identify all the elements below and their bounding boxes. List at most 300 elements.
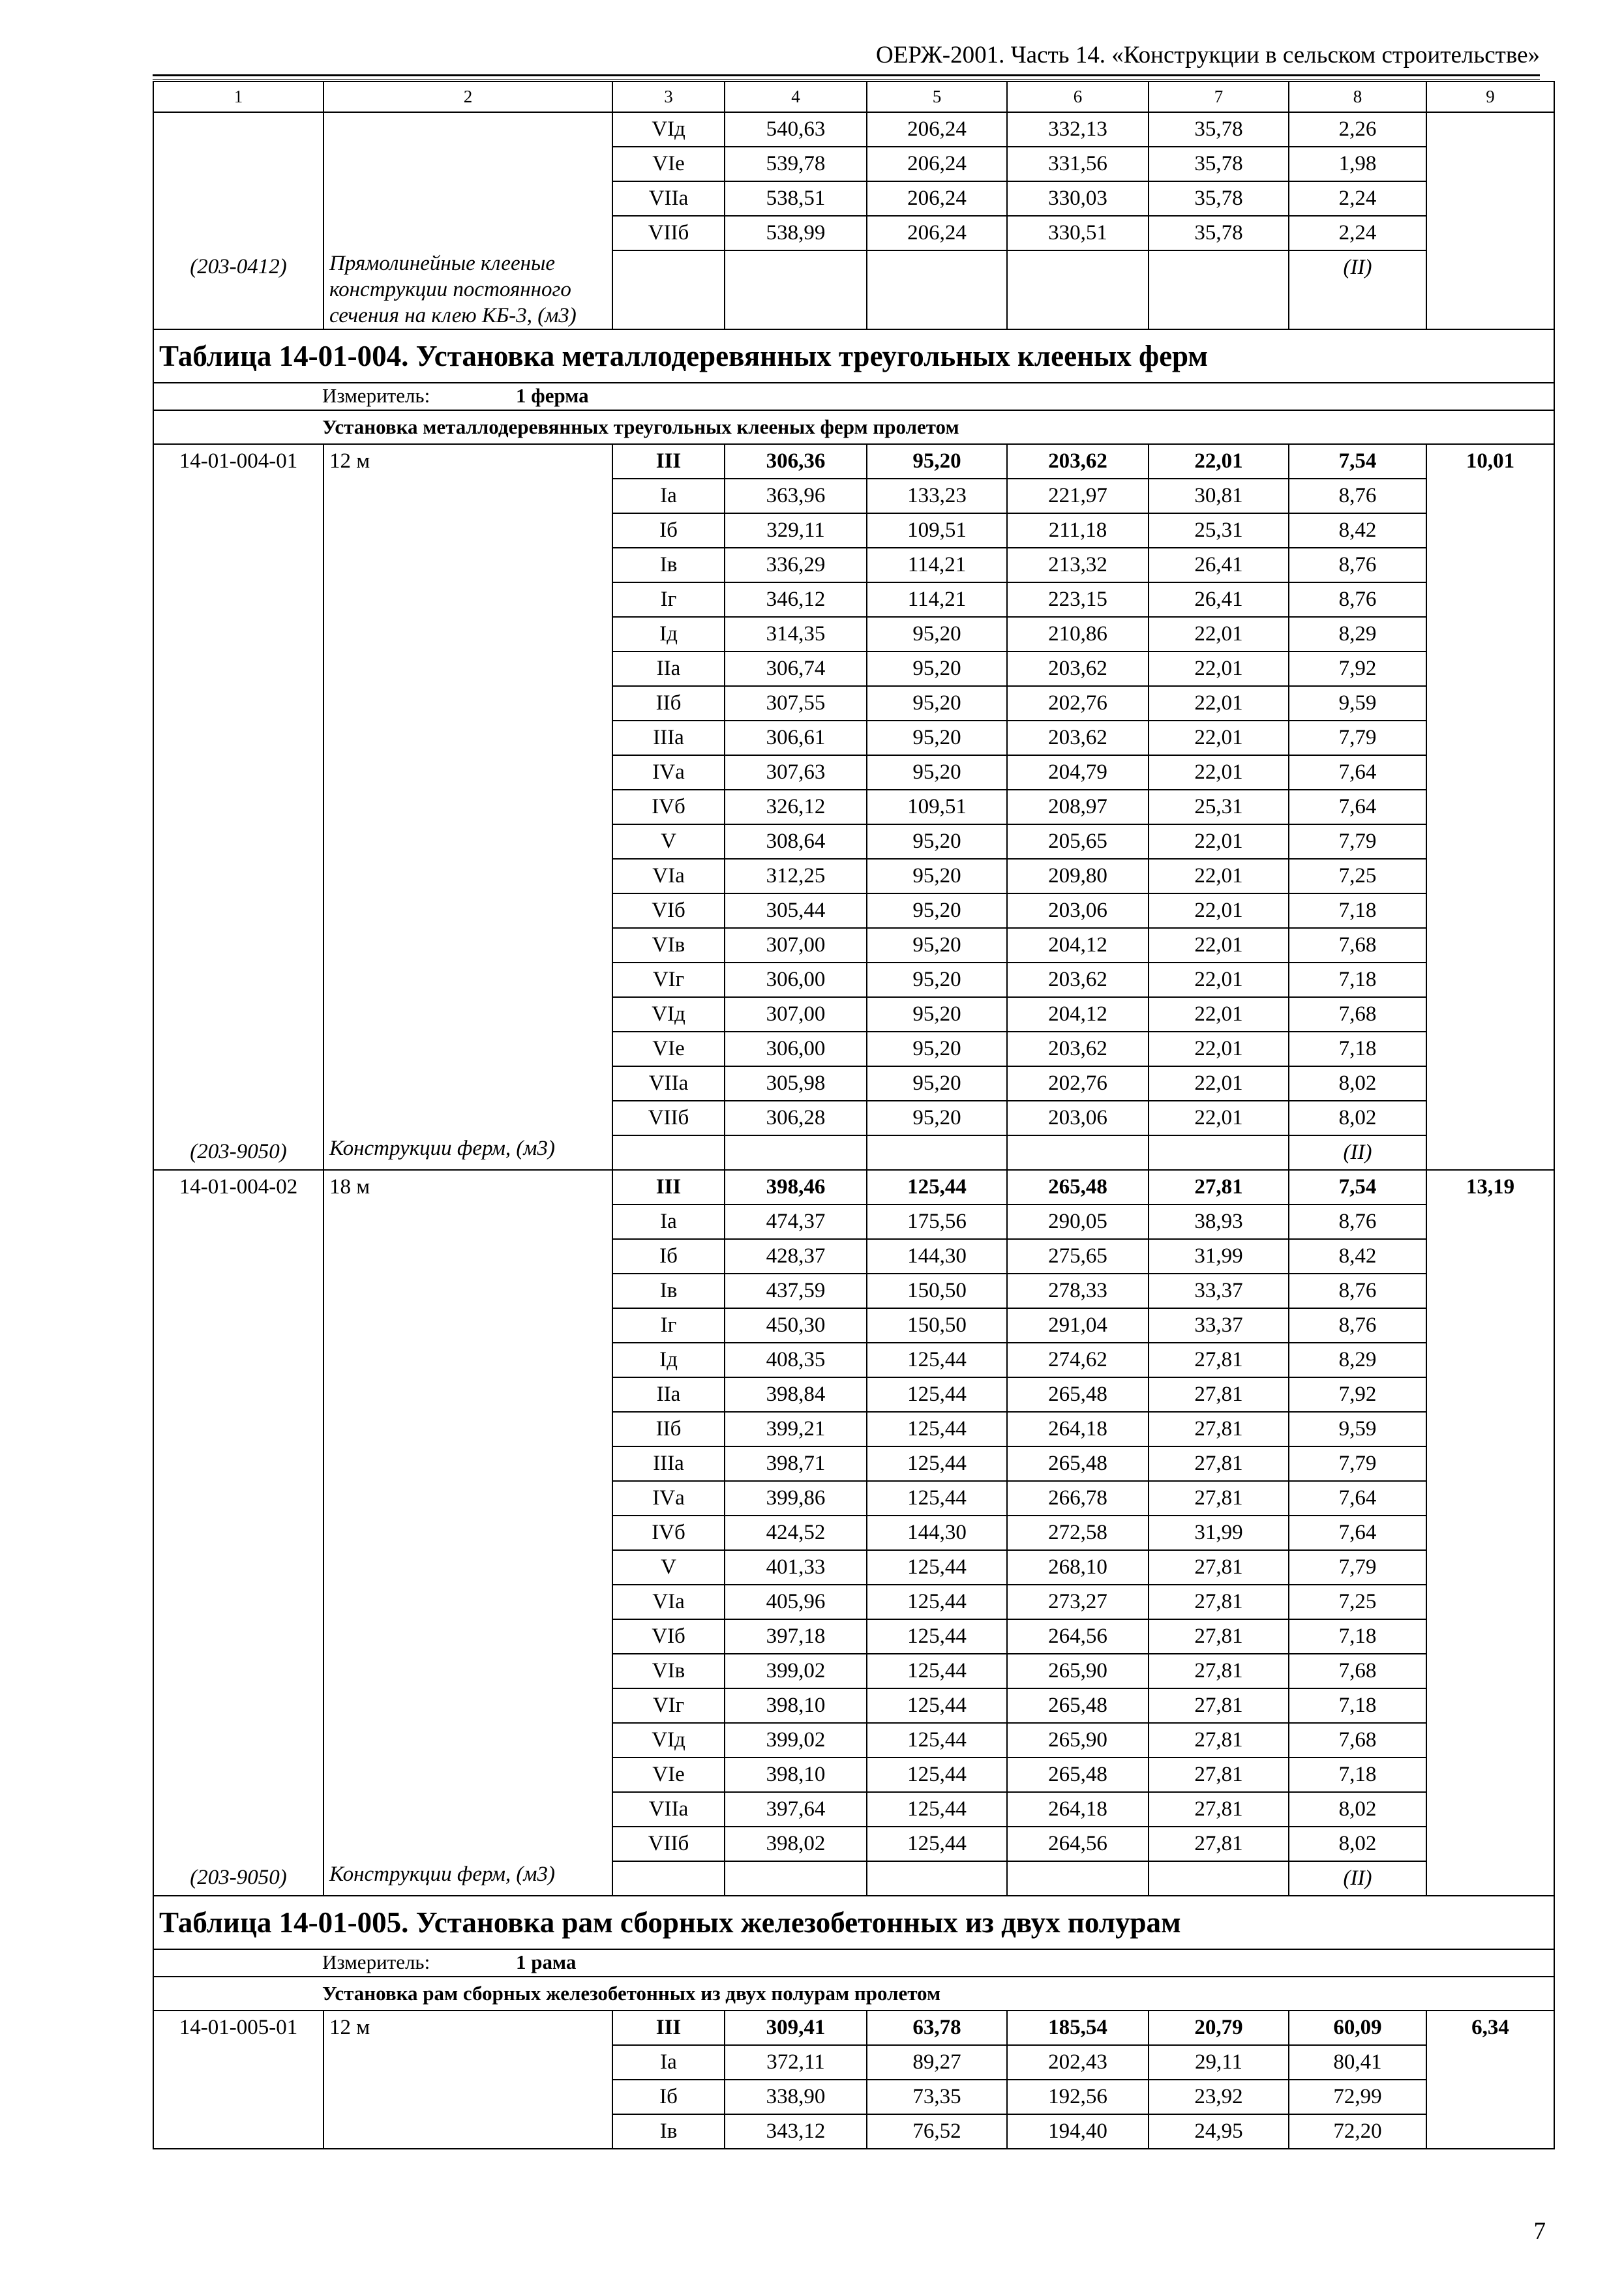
cell-c3: IIIа [612, 1446, 725, 1481]
cell-c5: 95,20 [867, 686, 1007, 721]
column-number: 5 [867, 82, 1007, 112]
cell-c4: 306,00 [725, 963, 867, 997]
cell-c8: 7,79 [1289, 1550, 1426, 1585]
cell-c7: 33,37 [1149, 1308, 1289, 1343]
empty-cell [1007, 1861, 1149, 1896]
cell-c6: 275,65 [1007, 1239, 1149, 1274]
cell-c6: 330,03 [1007, 181, 1149, 216]
subtitle-row [153, 410, 1554, 444]
cell-c8: 8,76 [1289, 548, 1426, 582]
cell-c8: 7,79 [1289, 721, 1426, 755]
cell-c4: 397,64 [725, 1792, 867, 1827]
cell-c3: IIа [612, 651, 725, 686]
table-title: Таблица 14-01-005. Установка рам сборных железобетонных из двух полурам [153, 1896, 1554, 1949]
empty-cell [612, 250, 725, 329]
cell-c3: VIе [612, 147, 725, 181]
header-rule [153, 74, 1540, 76]
cell-c5: 206,24 [867, 147, 1007, 181]
cell-c5: 125,44 [867, 1170, 1007, 1204]
cell-c8: 2,26 [1289, 112, 1426, 147]
cell-c6: 331,56 [1007, 147, 1149, 181]
cell-c5: 125,44 [867, 1446, 1007, 1481]
cell-c8: 7,79 [1289, 1446, 1426, 1481]
cell-c5: 125,44 [867, 1412, 1007, 1446]
cell-c8: 7,54 [1289, 1170, 1426, 1204]
material-class: (II) [1289, 1861, 1426, 1896]
cell-c4: 306,36 [725, 444, 867, 479]
empty-cell [1007, 250, 1149, 329]
cell-c4: 398,71 [725, 1446, 867, 1481]
cell-c5: 95,20 [867, 824, 1007, 859]
work-subtitle: Установка металлодеревянных треугольных клееных ферм пролетом [153, 410, 1554, 444]
empty-cell [1149, 1135, 1289, 1170]
cell-c5: 95,20 [867, 963, 1007, 997]
cell-c4: 538,99 [725, 216, 867, 250]
cell-c7: 22,01 [1149, 963, 1289, 997]
cell-c6: 332,13 [1007, 112, 1149, 147]
cell-c6: 192,56 [1007, 2080, 1149, 2114]
table-title: Таблица 14-01-004. Установка металлодеревянных треугольных клееных ферм [153, 329, 1554, 383]
cell-c6: 203,62 [1007, 1032, 1149, 1066]
cell-c8: 7,68 [1289, 997, 1426, 1032]
cell-c3: IVб [612, 1516, 725, 1550]
cell-c4: 307,00 [725, 997, 867, 1032]
cell-c3: VIб [612, 1619, 725, 1654]
cell-c6: 221,97 [1007, 479, 1149, 513]
cell-c7: 27,81 [1149, 1585, 1289, 1619]
cell-c3: Iа [612, 1204, 725, 1239]
cell-c4: 306,74 [725, 651, 867, 686]
cell-c6: 265,48 [1007, 1170, 1149, 1204]
cell-c8: 8,02 [1289, 1827, 1426, 1861]
cell-c7: 35,78 [1149, 216, 1289, 250]
cell-c4: 437,59 [725, 1274, 867, 1308]
cell-c3: VIв [612, 928, 725, 963]
cell-c4: 399,02 [725, 1723, 867, 1758]
cell-c4: 363,96 [725, 479, 867, 513]
cell-c6: 203,62 [1007, 721, 1149, 755]
empty-cell [1007, 1135, 1149, 1170]
cell-c6: 264,18 [1007, 1792, 1149, 1827]
work-span [323, 112, 612, 250]
meter-row [153, 1949, 1554, 1977]
cell-c5: 206,24 [867, 112, 1007, 147]
cell-c7: 27,81 [1149, 1792, 1289, 1827]
cell-c7: 25,31 [1149, 790, 1289, 824]
cell-c5: 109,51 [867, 790, 1007, 824]
cell-c4: 312,25 [725, 859, 867, 893]
cell-c3: IIб [612, 1412, 725, 1446]
cell-c3: Iв [612, 1274, 725, 1308]
column-number: 7 [1149, 82, 1289, 112]
cell-c4: 450,30 [725, 1308, 867, 1343]
cell-c8: 7,18 [1289, 1619, 1426, 1654]
cell-c8: 7,25 [1289, 859, 1426, 893]
cell-c7: 22,01 [1149, 1066, 1289, 1101]
cell-c3: V [612, 824, 725, 859]
cell-c6: 203,06 [1007, 893, 1149, 928]
cell-c3: IVа [612, 1481, 725, 1516]
cell-c5: 125,44 [867, 1377, 1007, 1412]
work-span: 12 м [323, 2011, 612, 2149]
cell-c4: 399,86 [725, 1481, 867, 1516]
cell-c3: III [612, 1170, 725, 1204]
cell-c8: 7,18 [1289, 963, 1426, 997]
empty-cell [867, 1861, 1007, 1896]
cell-c4: 326,12 [725, 790, 867, 824]
cell-c4: 307,55 [725, 686, 867, 721]
cell-c6: 264,56 [1007, 1619, 1149, 1654]
cell-c8: 9,59 [1289, 686, 1426, 721]
cell-c6: 278,33 [1007, 1274, 1149, 1308]
cell-c6: 202,76 [1007, 1066, 1149, 1101]
cell-c8: 7,68 [1289, 928, 1426, 963]
cell-c5: 114,21 [867, 582, 1007, 617]
cell-c4: 307,00 [725, 928, 867, 963]
cell-c3: Iб [612, 2080, 725, 2114]
material-row [153, 1861, 1554, 1896]
cell-c3: VIг [612, 1688, 725, 1723]
cell-c8: 7,18 [1289, 1688, 1426, 1723]
cell-c7: 31,99 [1149, 1516, 1289, 1550]
column-number: 2 [323, 82, 612, 112]
cell-c6: 265,48 [1007, 1688, 1149, 1723]
cell-c4: 305,98 [725, 1066, 867, 1101]
empty-cell [725, 250, 867, 329]
cell-c8: 7,25 [1289, 1585, 1426, 1619]
material-class: (II) [1289, 250, 1426, 329]
cell-c6: 264,56 [1007, 1827, 1149, 1861]
cell-c5: 95,20 [867, 721, 1007, 755]
cell-c4: 405,96 [725, 1585, 867, 1619]
cell-c3: VIд [612, 112, 725, 147]
cell-c8: 7,92 [1289, 1377, 1426, 1412]
cell-c7: 27,81 [1149, 1550, 1289, 1585]
empty-cell [725, 1861, 867, 1896]
total-value: 6,34 [1426, 2011, 1554, 2149]
cell-c3: VIIа [612, 1792, 725, 1827]
cell-c8: 80,41 [1289, 2045, 1426, 2080]
cell-c5: 76,52 [867, 2114, 1007, 2149]
cell-c6: 203,62 [1007, 963, 1149, 997]
cell-c6: 202,43 [1007, 2045, 1149, 2080]
total-value: 13,19 [1426, 1170, 1554, 1896]
cell-c7: 26,41 [1149, 548, 1289, 582]
meter-label: Измеритель: [322, 384, 430, 407]
cell-c4: 398,84 [725, 1377, 867, 1412]
table-title-row [153, 329, 1554, 383]
cell-c4: 308,64 [725, 824, 867, 859]
cell-c5: 150,50 [867, 1274, 1007, 1308]
cell-c3: Iд [612, 617, 725, 651]
cell-c3: VIе [612, 1032, 725, 1066]
material-code: (203-9050) [153, 1135, 323, 1170]
cell-c8: 8,02 [1289, 1792, 1426, 1827]
cell-c4: 329,11 [725, 513, 867, 548]
cell-c5: 95,20 [867, 444, 1007, 479]
empty-cell [1149, 1861, 1289, 1896]
cell-c3: Iа [612, 479, 725, 513]
cell-c6: 205,65 [1007, 824, 1149, 859]
cell-c6: 265,48 [1007, 1446, 1149, 1481]
rate-code: 14-01-005-01 [153, 2011, 323, 2149]
cell-c5: 95,20 [867, 928, 1007, 963]
cell-c6: 204,79 [1007, 755, 1149, 790]
meter-value: 1 ферма [516, 384, 589, 407]
cell-c6: 265,90 [1007, 1654, 1149, 1688]
meter-row [153, 383, 1554, 410]
cell-c6: 185,54 [1007, 2011, 1149, 2045]
cell-c6: 202,76 [1007, 686, 1149, 721]
cell-c7: 27,81 [1149, 1412, 1289, 1446]
cell-c7: 22,01 [1149, 755, 1289, 790]
cell-c7: 38,93 [1149, 1204, 1289, 1239]
cell-c7: 23,92 [1149, 2080, 1289, 2114]
cell-c8: 7,18 [1289, 1032, 1426, 1066]
cell-c7: 22,01 [1149, 859, 1289, 893]
cell-c3: VIIа [612, 1066, 725, 1101]
column-number: 6 [1007, 82, 1149, 112]
cell-c5: 125,44 [867, 1688, 1007, 1723]
cell-c6: 291,04 [1007, 1308, 1149, 1343]
cell-c6: 204,12 [1007, 997, 1149, 1032]
cell-c7: 20,79 [1149, 2011, 1289, 2045]
cell-c6: 203,62 [1007, 444, 1149, 479]
cell-c4: 306,28 [725, 1101, 867, 1135]
cell-c8: 7,68 [1289, 1723, 1426, 1758]
cell-c6: 223,15 [1007, 582, 1149, 617]
table-title-row [153, 1896, 1554, 1949]
cell-c7: 27,81 [1149, 1170, 1289, 1204]
cell-c3: III [612, 2011, 725, 2045]
rate-code [153, 112, 323, 250]
cell-c7: 22,01 [1149, 721, 1289, 755]
cell-c8: 8,76 [1289, 582, 1426, 617]
material-code: (203-0412) [153, 250, 323, 329]
page-number: 7 [1533, 2218, 1546, 2245]
cell-c5: 109,51 [867, 513, 1007, 548]
cell-c6: 208,97 [1007, 790, 1149, 824]
cell-c7: 26,41 [1149, 582, 1289, 617]
cell-c8: 7,54 [1289, 444, 1426, 479]
cell-c6: 272,58 [1007, 1516, 1149, 1550]
cell-c3: IIIа [612, 721, 725, 755]
cell-c5: 95,20 [867, 859, 1007, 893]
cell-c4: 305,44 [725, 893, 867, 928]
empty-cell [867, 250, 1007, 329]
cell-c7: 35,78 [1149, 181, 1289, 216]
cell-c4: 398,10 [725, 1758, 867, 1792]
cell-c3: IVб [612, 790, 725, 824]
cell-c8: 7,68 [1289, 1654, 1426, 1688]
cell-c5: 95,20 [867, 1032, 1007, 1066]
meter-cell [153, 1949, 1554, 1977]
cell-c6: 330,51 [1007, 216, 1149, 250]
cell-c4: 336,29 [725, 548, 867, 582]
cell-c5: 95,20 [867, 1066, 1007, 1101]
cell-c3: VIд [612, 1723, 725, 1758]
cell-c7: 25,31 [1149, 513, 1289, 548]
column-number: 9 [1426, 82, 1554, 112]
total-value: 10,01 [1426, 444, 1554, 1170]
cell-c6: 264,18 [1007, 1412, 1149, 1446]
cell-c5: 95,20 [867, 997, 1007, 1032]
cell-c6: 268,10 [1007, 1550, 1149, 1585]
cell-c5: 73,35 [867, 2080, 1007, 2114]
cell-c3: V [612, 1550, 725, 1585]
cell-c7: 33,37 [1149, 1274, 1289, 1308]
cell-c8: 7,18 [1289, 893, 1426, 928]
cell-c5: 144,30 [867, 1516, 1007, 1550]
cell-c3: III [612, 444, 725, 479]
cell-c5: 114,21 [867, 548, 1007, 582]
cell-c3: VIд [612, 997, 725, 1032]
cell-c8: 8,29 [1289, 617, 1426, 651]
cell-c3: Iв [612, 548, 725, 582]
material-name: Конструкции ферм, (м3) [323, 1861, 612, 1896]
cell-c5: 125,44 [867, 1792, 1007, 1827]
cell-c3: IVа [612, 755, 725, 790]
cell-c8: 7,18 [1289, 1758, 1426, 1792]
cell-c5: 89,27 [867, 2045, 1007, 2080]
cell-c6: 265,48 [1007, 1758, 1149, 1792]
cell-c8: 2,24 [1289, 216, 1426, 250]
cell-c3: Iв [612, 2114, 725, 2149]
cell-c8: 1,98 [1289, 147, 1426, 181]
rate-code: 14-01-004-02 [153, 1170, 323, 1861]
cell-c4: 398,10 [725, 1688, 867, 1723]
cell-c5: 95,20 [867, 1101, 1007, 1135]
cell-c6: 290,05 [1007, 1204, 1149, 1239]
cell-c7: 27,81 [1149, 1446, 1289, 1481]
subtitle-row [153, 1977, 1554, 2011]
cell-c6: 265,48 [1007, 1377, 1149, 1412]
cell-c6: 204,12 [1007, 928, 1149, 963]
cell-c8: 7,64 [1289, 790, 1426, 824]
cell-c8: 8,42 [1289, 513, 1426, 548]
cell-c6: 210,86 [1007, 617, 1149, 651]
cell-c4: 398,46 [725, 1170, 867, 1204]
cell-c7: 27,81 [1149, 1723, 1289, 1758]
cell-c7: 22,01 [1149, 1101, 1289, 1135]
cell-c4: 372,11 [725, 2045, 867, 2080]
table-row [153, 1170, 1554, 1204]
empty-cell [612, 1135, 725, 1170]
cell-c4: 539,78 [725, 147, 867, 181]
header-rule-thin [153, 79, 1540, 80]
material-code: (203-9050) [153, 1861, 323, 1896]
cell-c7: 22,01 [1149, 893, 1289, 928]
cell-c5: 95,20 [867, 651, 1007, 686]
cell-c7: 27,81 [1149, 1688, 1289, 1723]
material-name: Прямолинейные клееные конструкции постоянного сечения на клею КБ-3, (м3) [323, 250, 612, 329]
cell-c4: 399,21 [725, 1412, 867, 1446]
cell-c5: 144,30 [867, 1239, 1007, 1274]
cell-c3: VIв [612, 1654, 725, 1688]
cell-c8: 7,64 [1289, 755, 1426, 790]
total-value [1426, 112, 1554, 329]
material-class: (II) [1289, 1135, 1426, 1170]
cell-c4: 306,00 [725, 1032, 867, 1066]
cell-c5: 125,44 [867, 1550, 1007, 1585]
cell-c8: 7,64 [1289, 1516, 1426, 1550]
meter-label: Измеритель: [322, 1951, 430, 1973]
work-subtitle: Установка рам сборных железобетонных из двух полурам пролетом [153, 1977, 1554, 2011]
cell-c7: 27,81 [1149, 1481, 1289, 1516]
cell-c7: 29,11 [1149, 2045, 1289, 2080]
cell-c3: VIIб [612, 1101, 725, 1135]
cell-c4: 397,18 [725, 1619, 867, 1654]
cell-c4: 399,02 [725, 1654, 867, 1688]
column-number: 4 [725, 82, 867, 112]
cell-c6: 209,80 [1007, 859, 1149, 893]
cell-c5: 125,44 [867, 1585, 1007, 1619]
cell-c6: 203,06 [1007, 1101, 1149, 1135]
cell-c7: 22,01 [1149, 997, 1289, 1032]
table-row [153, 444, 1554, 479]
cell-c4: 401,33 [725, 1550, 867, 1585]
cell-c3: VIб [612, 893, 725, 928]
cell-c5: 125,44 [867, 1343, 1007, 1377]
cell-c8: 72,20 [1289, 2114, 1426, 2149]
cell-c4: 346,12 [725, 582, 867, 617]
cell-c7: 27,81 [1149, 1377, 1289, 1412]
cell-c7: 31,99 [1149, 1239, 1289, 1274]
cell-c4: 428,37 [725, 1239, 867, 1274]
rates-table [153, 81, 1555, 2149]
empty-cell [725, 1135, 867, 1170]
cell-c5: 125,44 [867, 1723, 1007, 1758]
cell-c7: 27,81 [1149, 1343, 1289, 1377]
cell-c6: 211,18 [1007, 513, 1149, 548]
cell-c3: Iд [612, 1343, 725, 1377]
meter-cell [153, 383, 1554, 410]
meter-value: 1 рама [516, 1951, 577, 1973]
cell-c7: 30,81 [1149, 479, 1289, 513]
cell-c7: 35,78 [1149, 147, 1289, 181]
work-span: 18 м [323, 1170, 612, 1861]
empty-cell [867, 1135, 1007, 1170]
cell-c6: 194,40 [1007, 2114, 1149, 2149]
cell-c7: 22,01 [1149, 824, 1289, 859]
cell-c8: 8,76 [1289, 1204, 1426, 1239]
cell-c8: 7,64 [1289, 1481, 1426, 1516]
cell-c5: 125,44 [867, 1827, 1007, 1861]
cell-c4: 538,51 [725, 181, 867, 216]
cell-c7: 22,01 [1149, 617, 1289, 651]
cell-c7: 22,01 [1149, 444, 1289, 479]
cell-c7: 24,95 [1149, 2114, 1289, 2149]
cell-c3: IIа [612, 1377, 725, 1412]
cell-c8: 8,76 [1289, 1308, 1426, 1343]
material-row [153, 250, 1554, 329]
cell-c4: 540,63 [725, 112, 867, 147]
cell-c8: 7,79 [1289, 824, 1426, 859]
cell-c3: Iа [612, 2045, 725, 2080]
cell-c4: 424,52 [725, 1516, 867, 1550]
cell-c4: 343,12 [725, 2114, 867, 2149]
cell-c8: 72,99 [1289, 2080, 1426, 2114]
cell-c6: 273,27 [1007, 1585, 1149, 1619]
cell-c5: 206,24 [867, 181, 1007, 216]
cell-c5: 150,50 [867, 1308, 1007, 1343]
cell-c8: 2,24 [1289, 181, 1426, 216]
cell-c3: VIг [612, 963, 725, 997]
cell-c5: 95,20 [867, 617, 1007, 651]
cell-c5: 175,56 [867, 1204, 1007, 1239]
cell-c3: Iб [612, 513, 725, 548]
column-number-row [153, 82, 1554, 112]
